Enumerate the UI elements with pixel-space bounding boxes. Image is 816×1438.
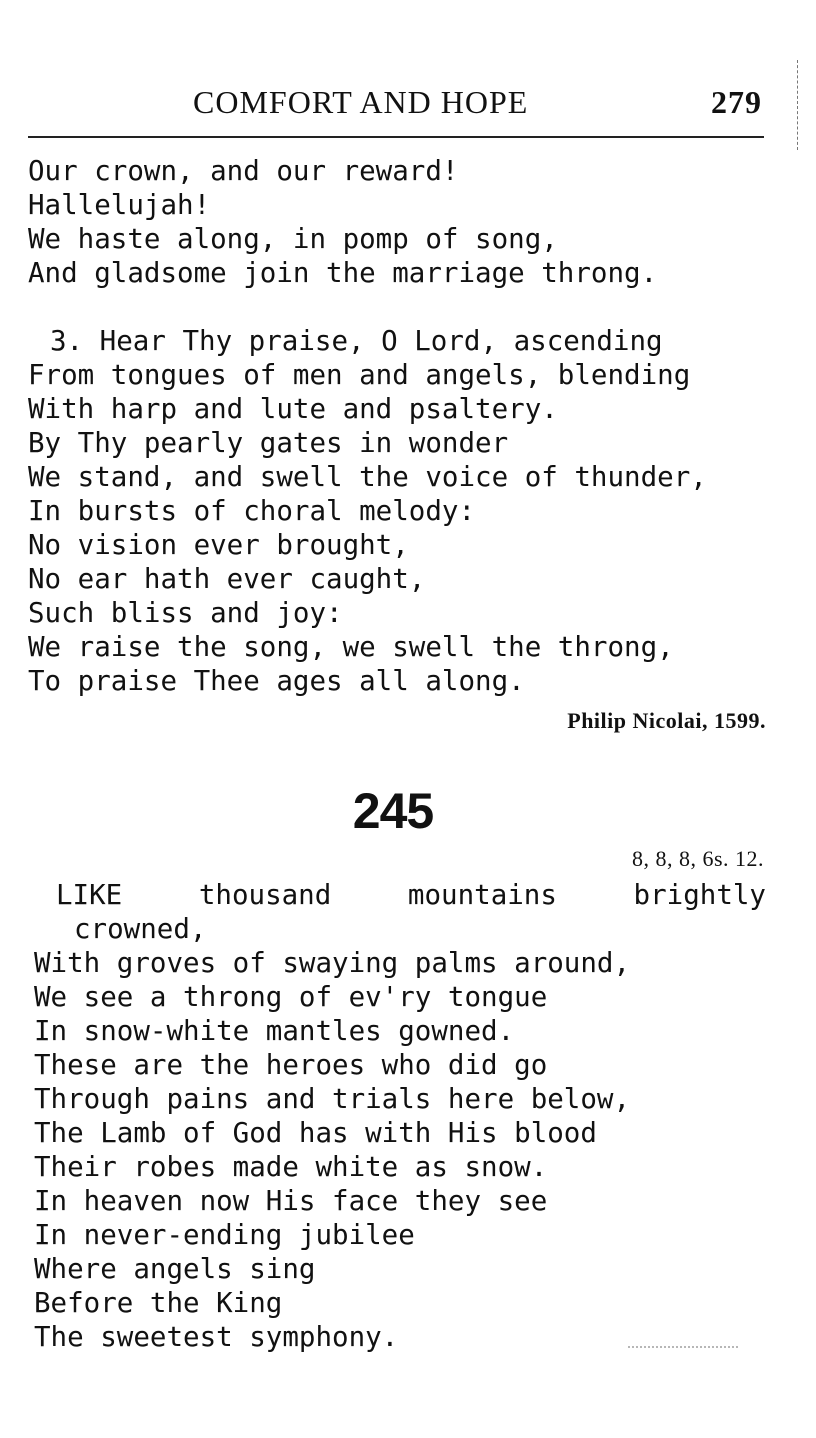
first-line-word: thousand <box>198 879 332 911</box>
verse-line: Before the King <box>34 1287 283 1319</box>
verse-line: With groves of swaying palms around, <box>34 947 631 979</box>
verse-line: In snow-white mantles gowned. <box>34 1015 515 1047</box>
verse-line: The sweetest symphony. <box>34 1321 399 1353</box>
verse-line: Such bliss and joy: <box>28 597 343 629</box>
verse-line: From tongues of men and angels, blending <box>28 359 691 391</box>
first-line-word: mountains <box>407 879 557 911</box>
verse-line: Our crown, and our reward! <box>28 155 459 187</box>
header-rule <box>28 136 764 138</box>
running-header <box>28 84 764 128</box>
verse-line: In never-ending jubilee <box>34 1219 415 1251</box>
verse-line: No vision ever brought, <box>28 529 409 561</box>
hymn-first-line <box>34 878 766 912</box>
first-line-word: LIKE <box>56 879 123 911</box>
hymn-meter: 8, 8, 8, 6s. 12. <box>631 846 764 871</box>
verse-line: By Thy pearly gates in wonder <box>28 427 509 459</box>
verse-line: We raise the song, we swell the throng, <box>28 631 674 663</box>
verse-line: Where angels sing <box>34 1253 316 1285</box>
stanza-3 <box>28 324 768 698</box>
verse-line: 3. Hear Thy praise, O Lord, ascending <box>50 325 663 357</box>
hymn-245-lines <box>34 946 774 1354</box>
verse-line: Hallelujah! <box>28 189 211 221</box>
first-line-continuation: crowned, <box>74 913 207 945</box>
verse-line: And gladsome join the marriage throng. <box>28 257 658 289</box>
page-edge-mark <box>797 60 800 150</box>
verse-line: We stand, and swell the voice of thunder, <box>28 461 707 493</box>
verse-line: We see a throng of ev'ry tongue <box>34 981 548 1013</box>
verse-line: In bursts of choral melody: <box>28 495 476 527</box>
page-number: 279 <box>711 84 762 120</box>
stanza-continuation <box>28 154 768 290</box>
verse-line: To praise Thee ages all along. <box>28 665 525 697</box>
verse-line: No ear hath ever caught, <box>28 563 426 595</box>
hymn-number: 245 <box>352 783 434 839</box>
verse-line: With harp and lute and psaltery. <box>28 393 558 425</box>
hymn-245-text <box>34 878 766 1354</box>
verse-line: Their robes made white as snow. <box>34 1151 548 1183</box>
verse-line: These are the heroes who did go <box>34 1049 548 1081</box>
print-specks <box>628 1326 738 1348</box>
first-line-word: brightly <box>633 879 766 911</box>
verse-line: The Lamb of God has with His blood <box>34 1117 597 1149</box>
verse-line: We haste along, in pomp of song, <box>28 223 558 255</box>
author-attribution: Philip Nicolai, 1599. <box>567 708 766 733</box>
section-title: COMFORT AND HOPE <box>193 84 529 120</box>
verse-line: Through pains and trials here below, <box>34 1083 631 1115</box>
verse-line: In heaven now His face they see <box>34 1185 548 1217</box>
